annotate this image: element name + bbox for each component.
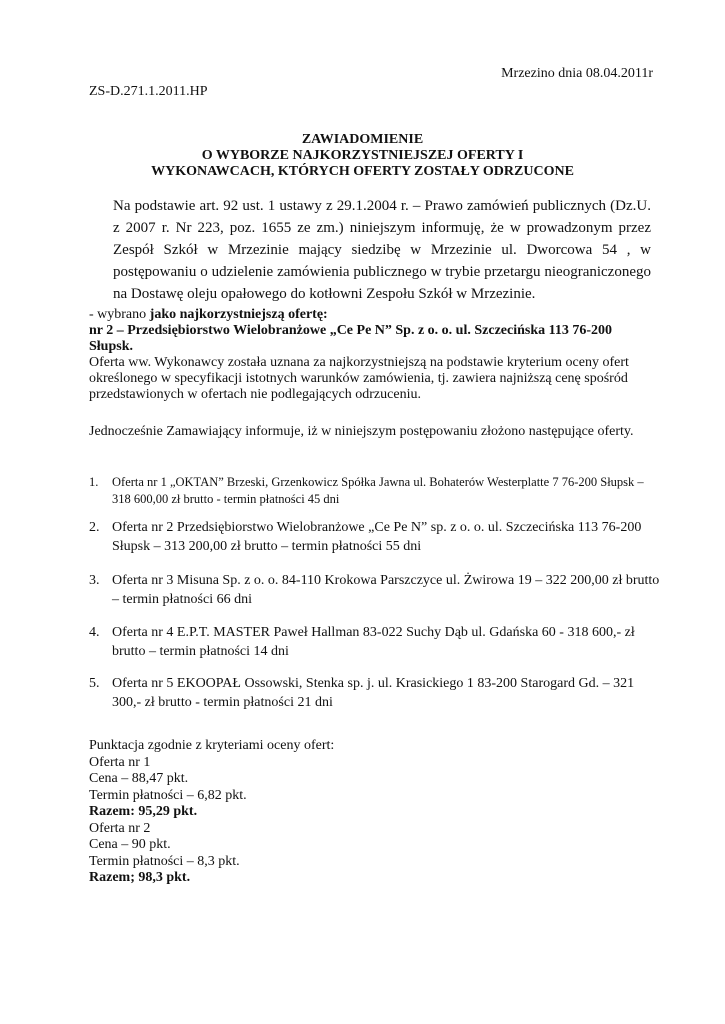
- winner-heading: [89, 307, 659, 323]
- list-item-number: 2.: [89, 520, 100, 535]
- offer2-term-score: Termin płatności – 8,3 pkt.: [89, 853, 240, 869]
- winner-prefix-bold: jako najkorzystniejszą ofertę:: [149, 307, 328, 322]
- offer1-price-score: Cena – 88,47 pkt.: [89, 771, 189, 786]
- winner-line: nr 2 – Przedsiębiorstwo Wielobranżowe „Ce Pe N” Sp. z o. o. ul. Szczecińska 113 76-200 Słupsk.: [89, 323, 613, 354]
- list-item-number: 3.: [89, 573, 100, 588]
- offer2-price-score: Cena – 90 pkt.: [89, 837, 171, 852]
- reference-number: ZS-D.271.1.2011.HP: [89, 84, 208, 99]
- inform-paragraph: Jednocześnie Zamawiający informuje, iż w niniejszym postępowaniu złożono następujące oferty.: [89, 424, 634, 439]
- list-item-text: Oferta nr 1 „OKTAN” Brzeski, Grzenkowicz Spółka Jawna ul. Bohaterów Westerplatte 7 76-200 Słupsk – 318 600,00 zł brutto - termin płatności 45 dni: [112, 475, 644, 506]
- intro-paragraph: Na podstawie art. 92 ust. 1 ustawy z 29.1.2004 r. – Prawo zamówień publicznych (Dz.U. z 2007 r. Nr 223, poz. 1655 ze zm.) niniejszym informuję, że w prowadzonym przez Zespół Szkół w Mrzezinie mający siedzibę w Mrzezinie ul. Dworcowa 54 , w postępowaniu o udzielenie zamówienia publicznego w trybie przetargu nieograniczonego na Dostawę oleju opałowego do kotłowni Zespołu Szkół w Mrzezinie.: [113, 198, 651, 302]
- winner-justification: Oferta ww. Wykonawcy została uznana za najkorzystniejszą na podstawie kryterium oceny ofert określonego w specyfikacji istotnych warunków zamówienia, tj. zawiera najniższą cenę spośród przedstawionych w ofertach nie podlegających odrzuceniu.: [89, 355, 629, 402]
- offer2-total-score: Razem; 98,3 pkt.: [89, 870, 191, 885]
- scoring-section: [89, 738, 334, 887]
- list-item-number: 4.: [89, 625, 100, 640]
- offer1-term-score: Termin płatności – 6,82 pkt.: [89, 787, 247, 803]
- list-item-number: 1.: [89, 475, 99, 489]
- winner-prefix: - wybrano: [89, 307, 150, 322]
- offer1-label: Oferta nr 1: [89, 754, 151, 770]
- list-item-text: Oferta nr 5 EKOOPAŁ Ossowski, Stenka sp. j. ul. Krasickiego 1 83-200 Starogard Gd. – 321 300,- zł brutto - termin płatności 21 dni: [112, 676, 635, 710]
- title-line-2: O WYBORZE NAJKORZYSTNIEJSZEJ OFERTY I: [201, 148, 524, 163]
- winner-section: [89, 307, 659, 403]
- list-item-text: Oferta nr 2 Przedsiębiorstwo Wielobranżowe „Ce Pe N” sp. z o. o. ul. Szczecińska 113 76-200 Słupsk – 313 200,00 zł brutto – termin płatności 55 dni: [112, 520, 642, 554]
- document-date: Mrzezino dnia 08.04.2011r: [501, 66, 653, 81]
- list-item-number: 5.: [89, 676, 100, 691]
- title-line-3: WYKONAWCACH, KTÓRYCH OFERTY ZOSTAŁY ODRZUCONE: [151, 164, 574, 179]
- list-item-text: Oferta nr 3 Misuna Sp. z o. o. 84-110 Krokowa Parszczyce ul. Żwirowa 19 – 322 200,00 zł brutto – termin płatności 66 dni: [112, 573, 660, 607]
- list-item-text: Oferta nr 4 E.P.T. MASTER Paweł Hallman 83-022 Suchy Dąb ul. Gdańska 60 - 318 600,- zł brutto – termin płatności 14 dni: [112, 625, 635, 659]
- offer2-label: Oferta nr 2: [89, 820, 151, 836]
- document-title: [0, 132, 725, 180]
- offer1-total-score: Razem: 95,29 pkt.: [89, 804, 198, 819]
- scoring-heading: Punktacja zgodnie z kryteriami oceny ofert:: [89, 738, 335, 753]
- title-line-1: ZAWIADOMIENIE: [301, 132, 424, 147]
